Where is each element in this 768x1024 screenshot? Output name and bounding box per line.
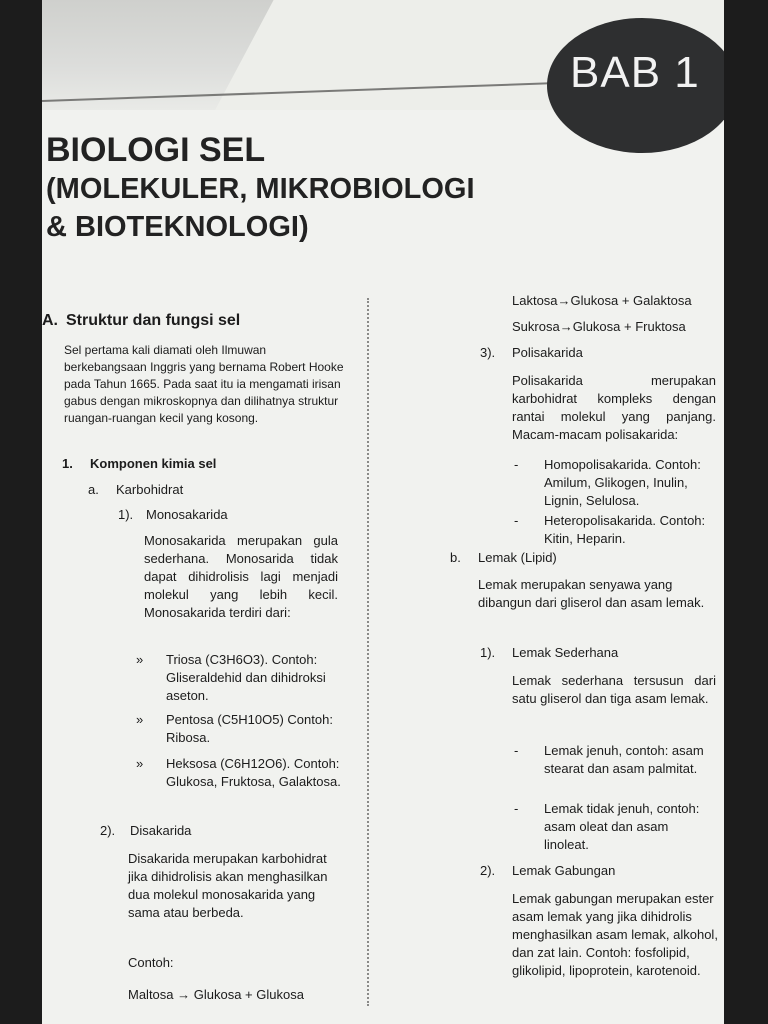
poli-number: 3). <box>480 345 496 360</box>
dash-marker: - <box>514 743 519 758</box>
title-line-2: (MOLEKULER, MIKROBIOLOGI <box>46 173 475 205</box>
lg-description: Lemak gabungan merupakan ester asam lemak yang jika dihidrolis menghasilkan asam lemak, alkohol, dan zat lain. Contoh: fosfolipid, glikolipid, lipoprotein, karotenoid. <box>512 891 718 978</box>
bullet-marker: » <box>136 712 144 727</box>
homo-item: Homopolisakarida. Contoh: Amilum, Glikogen, Inulin, Lignin, Selulosa. <box>544 457 701 508</box>
title-line-1: BIOLOGI SEL <box>46 131 266 169</box>
section-number: A. <box>42 312 58 329</box>
page-title <box>46 130 566 246</box>
bullet-marker: » <box>136 756 144 771</box>
dash-marker: - <box>514 513 519 528</box>
triosa-item: Triosa (C3H6O3). Contoh: Gliseraldehid dan dihidroksi aseton. <box>166 652 326 703</box>
title-line-3: & BIOTEKNOLOGI) <box>46 211 309 243</box>
hetero-item: Heteropolisakarida. Contoh: Kitin, Heparin. <box>544 513 706 546</box>
section-title: Struktur dan fungsi sel <box>66 312 241 329</box>
tidak-jenuh-item: Lemak tidak jenuh, contoh: asam oleat dan asam linoleat. <box>544 801 700 852</box>
pentosa-item: Pentosa (C5H10O5) Contoh: Ribosa. <box>166 712 333 745</box>
column-divider <box>367 298 369 1006</box>
mono-description: Monosakarida merupakan gula sederhana. Monosarida tidak dapat dihidrolisis lagi menjadi molekul yang lebih kecil. Monosakarida terdiri dari: <box>144 533 338 620</box>
intro-paragraph: Sel pertama kali diamati oleh Ilmuwan berkebangsaan Inggris yang bernama Robert Hooke pada Tahun 1665. Pada saat itu ia mengamati irisan gabus dengan mikroskopnya dan dilihatnya struktur ruangan-ruangan kecil yang kosong. <box>64 343 344 425</box>
mono-number: 1). <box>118 507 134 522</box>
heksosa-item: Heksosa (C6H12O6). Contoh: Glukosa, Fruktosa, Galaktosa. <box>166 756 341 789</box>
item-a-number: a. <box>88 482 99 497</box>
sukrosa-example: Sukrosa→Glukosa + Fruktosa <box>512 319 686 334</box>
dash-marker: - <box>514 457 519 472</box>
ls-description: Lemak sederhana tersusun dari satu gliserol dan tiga asam lemak. <box>512 673 716 706</box>
item-b-number: b. <box>450 550 461 565</box>
maltosa-example: Maltosa → Glukosa + Glukosa <box>128 987 304 1002</box>
di-description: Disakarida merupakan karbohidrat jika dihidrolisis akan menghasilkan dua molekul monosakarida yang sama atau berbeda. <box>128 851 328 920</box>
lg-title: Lemak Gabungan <box>512 863 616 878</box>
di-title: Disakarida <box>130 823 192 838</box>
ls-title: Lemak Sederhana <box>512 645 619 660</box>
item-b-title: Lemak (Lipid) <box>478 550 557 565</box>
chapter-label: BAB 1 <box>570 48 700 97</box>
jenuh-item: Lemak jenuh, contoh: asam stearat dan asam palmitat. <box>544 743 704 776</box>
item-1-number: 1. <box>62 456 73 471</box>
lemak-description: Lemak merupakan senyawa yang dibangun dari gliserol dan asam lemak. <box>478 577 705 610</box>
poli-description: Polisakarida merupakan karbohidrat kompleks dengan rantai molekul yang panjang. Macam-macam polisakarida: <box>512 373 716 442</box>
ls-number: 1). <box>480 645 496 660</box>
contoh-label: Contoh: <box>128 955 174 970</box>
book-page <box>42 0 724 1024</box>
item-1-title: Komponen kimia sel <box>90 456 217 471</box>
laktosa-example: Laktosa→Glukosa + Galaktosa <box>512 293 692 308</box>
poli-title: Polisakarida <box>512 345 583 360</box>
mono-title: Monosakarida <box>146 507 228 522</box>
di-number: 2). <box>100 823 116 838</box>
item-a-title: Karbohidrat <box>116 482 184 497</box>
lg-number: 2). <box>480 863 496 878</box>
bullet-marker: » <box>136 652 144 667</box>
dash-marker: - <box>514 801 519 816</box>
